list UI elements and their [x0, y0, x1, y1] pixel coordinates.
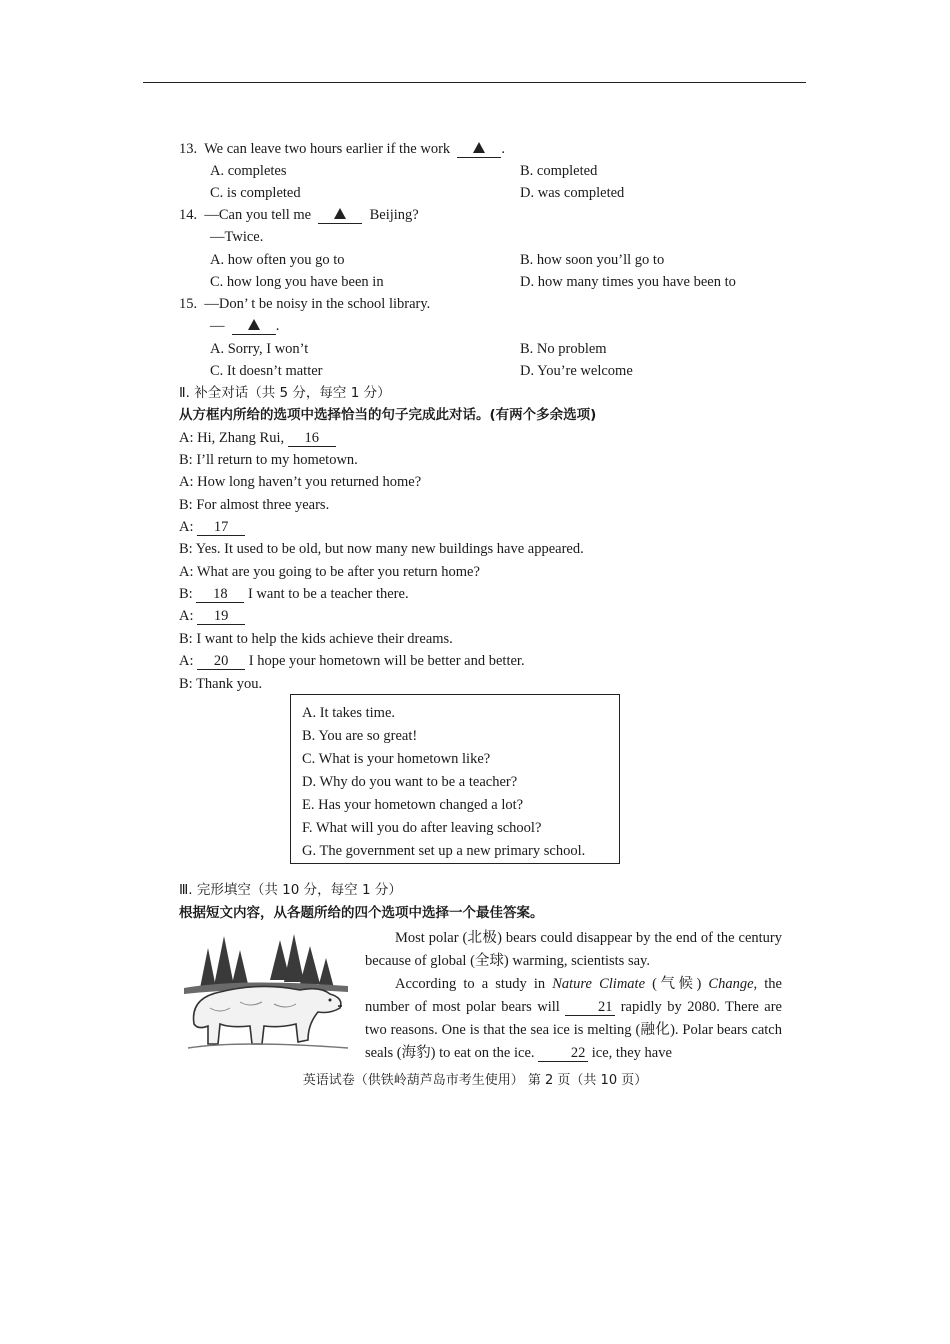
dialogue-line — [179, 429, 336, 447]
question-13 — [179, 140, 505, 158]
box-option: B. You are so great! — [302, 728, 418, 744]
question-number: 13. — [179, 141, 198, 157]
dialogue-line: B: I’ll return to my hometown. — [179, 452, 358, 468]
dialogue-line — [179, 585, 409, 603]
question-number: 14. — [179, 207, 198, 223]
answer-blank — [232, 319, 276, 335]
option: B. No problem — [520, 341, 607, 357]
passage-paragraph-2 — [365, 973, 782, 1065]
question-stem-end: . — [501, 141, 506, 157]
question-15 — [179, 295, 430, 313]
option: C. how long you have been in — [210, 274, 384, 290]
dialogue-line: A: What are you going to be after you return home? — [179, 564, 480, 580]
header-rule — [143, 82, 806, 83]
dialogue-line: B: Thank you. — [179, 676, 263, 692]
dialogue-text: A: — [179, 608, 198, 624]
dialogue-text: A: Hi, Zhang Rui, — [179, 430, 288, 446]
dialogue-text: A: — [179, 519, 198, 535]
passage-paragraph-1: Most polar (北极) bears could disappear by the end of the century because of global (全球) warming, scientists say. — [365, 930, 782, 969]
reply-dash: — — [210, 318, 225, 334]
box-option: A. It takes time. — [302, 705, 396, 721]
option: C. It doesn’t matter — [210, 363, 323, 379]
polar-bear-illustration — [180, 928, 352, 1056]
answer-blank: 17 — [197, 520, 245, 536]
section-3-title: Ⅲ. 完形填空（共 10 分，每空 1 分） — [179, 882, 402, 898]
reply: — . — [210, 318, 280, 334]
box-option: C. What is your hometown like? — [302, 751, 491, 767]
dialogue-line: B: Yes. It used to be old, but now many new buildings have appeared. — [179, 541, 584, 557]
answer-blank: 22 — [538, 1046, 588, 1062]
triangle-icon — [248, 319, 260, 330]
question-stem: —Don’ t be noisy in the school library. — [204, 296, 431, 312]
passage — [365, 927, 782, 1065]
options-box — [290, 694, 620, 864]
passage-text: rapidly by 2080. There are two reasons. One is that the sea ice is melting (融化). Polar bears catch seals (海豹) to eat on the ice. — [365, 999, 782, 1061]
dialogue-text: I want to be a teacher there. — [244, 586, 409, 602]
dialogue-line: B: For almost three years. — [179, 497, 330, 513]
option: A. Sorry, I won’t — [210, 341, 309, 357]
option: B. how soon you’ll go to — [520, 252, 665, 268]
option: A. completes — [210, 163, 287, 179]
passage-text: ice, they have — [588, 1045, 672, 1061]
reply: —Twice. — [210, 229, 264, 245]
option: C. is completed — [210, 185, 301, 201]
triangle-icon — [334, 208, 346, 219]
option: A. how often you go to — [210, 252, 345, 268]
box-option: D. Why do you want to be a teacher? — [302, 774, 518, 790]
question-stem: We can leave two hours earlier if the work — [204, 141, 451, 157]
answer-blank — [457, 142, 501, 158]
passage-italic: Nature Climate — [552, 976, 646, 992]
option: D. was completed — [520, 185, 625, 201]
option: B. completed — [520, 163, 598, 179]
question-stem-end: Beijing? — [369, 207, 419, 223]
section-2-title: Ⅱ. 补全对话（共 5 分，每空 1 分） — [179, 385, 391, 401]
dialogue-line: A: How long haven’t you returned home? — [179, 474, 422, 490]
answer-blank: 16 — [288, 431, 336, 447]
section-2-instruction: 从方框内所给的选项中选择恰当的句子完成此对话。(有两个多余选项) — [179, 407, 597, 423]
dialogue-line — [179, 607, 245, 625]
box-option: F. What will you do after leaving school? — [302, 820, 542, 836]
question-stem: —Can you tell me — [204, 207, 312, 223]
answer-blank — [318, 208, 362, 224]
section-3-instruction: 根据短文内容，从各题所给的四个选项中选择一个最佳答案。 — [179, 905, 544, 921]
dialogue-line — [179, 652, 525, 670]
passage-text: According to a study in — [395, 976, 553, 992]
triangle-icon — [473, 142, 485, 153]
dialogue-text: B: — [179, 586, 197, 602]
answer-blank: 20 — [197, 654, 245, 670]
box-option: G. The government set up a new primary school. — [302, 843, 586, 859]
answer-blank: 18 — [196, 587, 244, 603]
box-option: E. Has your hometown changed a lot? — [302, 797, 524, 813]
passage-italic: Change — [708, 976, 754, 992]
answer-blank: 19 — [197, 609, 245, 625]
dialogue-text: A: — [179, 653, 198, 669]
page-footer: 英语试卷（供铁岭葫芦岛市考生使用） 第 2 页（共 10 页） — [302, 1073, 648, 1088]
option: D. how many times you have been to — [520, 274, 736, 290]
dialogue-text: I hope your hometown will be better and better. — [245, 653, 525, 669]
question-14 — [179, 206, 419, 224]
answer-blank: 21 — [565, 1000, 615, 1016]
question-number: 15. — [179, 296, 198, 312]
passage-text: (气候) — [645, 976, 709, 992]
dialogue-line: B: I want to help the kids achieve their dreams. — [179, 631, 453, 647]
dialogue-line — [179, 518, 245, 536]
passage-text: , the number of most polar bears will — [365, 976, 782, 1015]
option: D. You’re welcome — [520, 363, 633, 379]
